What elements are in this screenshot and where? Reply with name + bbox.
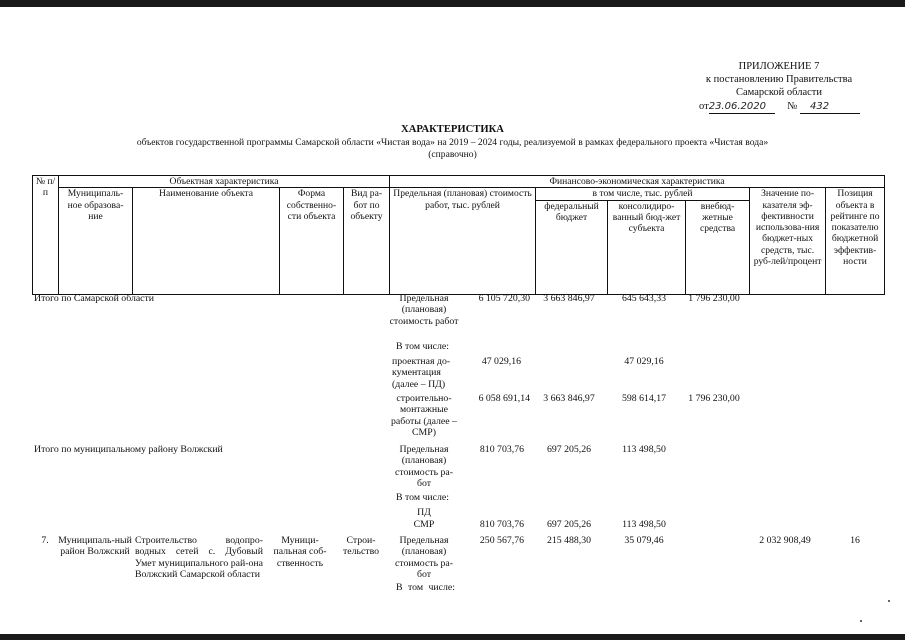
federal-budget: 697 205,26 [546,444,592,455]
col-object-name: Наименование объекта [133,188,280,294]
number-label: № [787,101,798,112]
row-type-total: Предельная (плановая) стоимость ра-бот [394,444,454,490]
smr-offbudget: 1 796 230,00 [688,393,740,404]
appendix-date-line [699,101,860,114]
item-ownership: Муници-пальная соб-ственность [273,535,327,569]
item-work-type: Строи-тельство [342,535,380,558]
heading-title: ХАРАКТЕРИСТИКА [401,124,504,135]
smr-federal: 697 205,26 [546,519,592,530]
row-label: Итого по муниципальному району Волжский [34,444,223,455]
item-consolidated: 35 079,46 [624,535,664,546]
col-municipality: Муниципаль-ное образова-ние [59,188,133,294]
smr-consolidated: 598 614,17 [621,393,667,404]
col-indicator: Значение по-казателя эф-фективности использова-ния бюджет-ных средств, тыс. руб-лей/процент [750,188,826,294]
pd-label: ПД [417,507,431,518]
scan-edge-top [0,0,905,7]
col-ownership: Форма собственно-сти объекта [280,188,344,294]
col-consolidated: консолидиро-ванный бюд-жет субъекта [608,200,686,294]
col-num: № п/п [33,176,59,295]
row-type-total: Предельная (плановая) стоимость работ [389,293,459,327]
col-planned-cost: Предельная (плановая) стоимость работ, тыс. рублей [390,188,536,294]
item-object-name: Строительство водопро-водных сетей с. Дубовый Умет муниципального рай-она Волжский Самарской области [135,535,263,581]
total-cost: 810 703,76 [479,444,524,455]
total-cost: 6 105 720,30 [478,293,530,304]
smr-consolidated: 113 498,50 [622,519,666,530]
scan-edge-bottom [0,634,905,640]
appendix-line2: Самарской области [736,87,822,98]
appendix-title: ПРИЛОЖЕНИЕ 7 [738,61,820,72]
group-object-characteristic: Объектная характеристика [59,176,390,188]
scan-speck [888,600,890,602]
smr-total: 6 058 691,14 [478,393,530,404]
smr-label: СМР [413,519,435,530]
item-total-cost: 250 567,76 [479,535,524,546]
row-including: В том числе: [396,341,449,352]
consolidated-budget: 645 643,33 [621,293,667,304]
group-including: в том числе, тыс. рублей [536,188,750,200]
smr-label: строительно-монтажные работы (далее – СМР) [391,393,457,439]
row-including: В том числе: [396,492,449,503]
appendix-line1: к постановлению Правительства [705,74,853,85]
col-federal: федеральный бюджет [536,200,608,294]
item-federal: 215 488,30 [546,535,592,546]
handwritten-number: 432 [800,101,860,114]
characteristics-header-table [32,175,885,295]
col-offbudget: внебюд-жетные средства [686,200,750,294]
offbudget-funds: 1 796 230,00 [688,293,740,304]
federal-budget: 3 663 846,97 [543,293,595,304]
item-municipality: Муниципаль-ный район Волжский [58,535,132,558]
handwritten-date: 23.06.2020 [709,101,775,114]
row-label: Итого по Самарской области [34,293,155,304]
smr-total: 810 703,76 [479,519,524,530]
pd-total: 47 029,16 [481,356,521,367]
item-position: 16 [850,535,860,546]
item-including: В том числе: [396,582,455,593]
item-type-total: Предельная (плановая) стоимость ра-бот [394,535,454,581]
col-work-type: Вид ра-бот по объекту [344,188,390,294]
pd-consolidated: 47 029,16 [624,356,664,367]
heading-note: (справочно) [428,149,477,160]
heading-subtitle: объектов государственной программы Самарской области «Чистая вода» на 2019 – 2024 годы, реализуемой в рамках федерального проекта «Чистая вода» [136,137,769,148]
scan-speck [860,620,862,622]
from-label: от [699,101,709,112]
item-indicator: 2 032 908,49 [759,535,811,546]
col-position: Позиция объекта в рейтинге по показателю бюджетной эффектив-ности [826,188,885,294]
item-number: 7. [41,535,49,546]
smr-federal: 3 663 846,97 [543,393,595,404]
group-finance-characteristic: Финансово-экономическая характеристика [390,176,885,188]
consolidated-budget: 113 498,50 [622,444,666,455]
pd-label: проектная до-кументация (далее – ПД) [392,356,451,390]
